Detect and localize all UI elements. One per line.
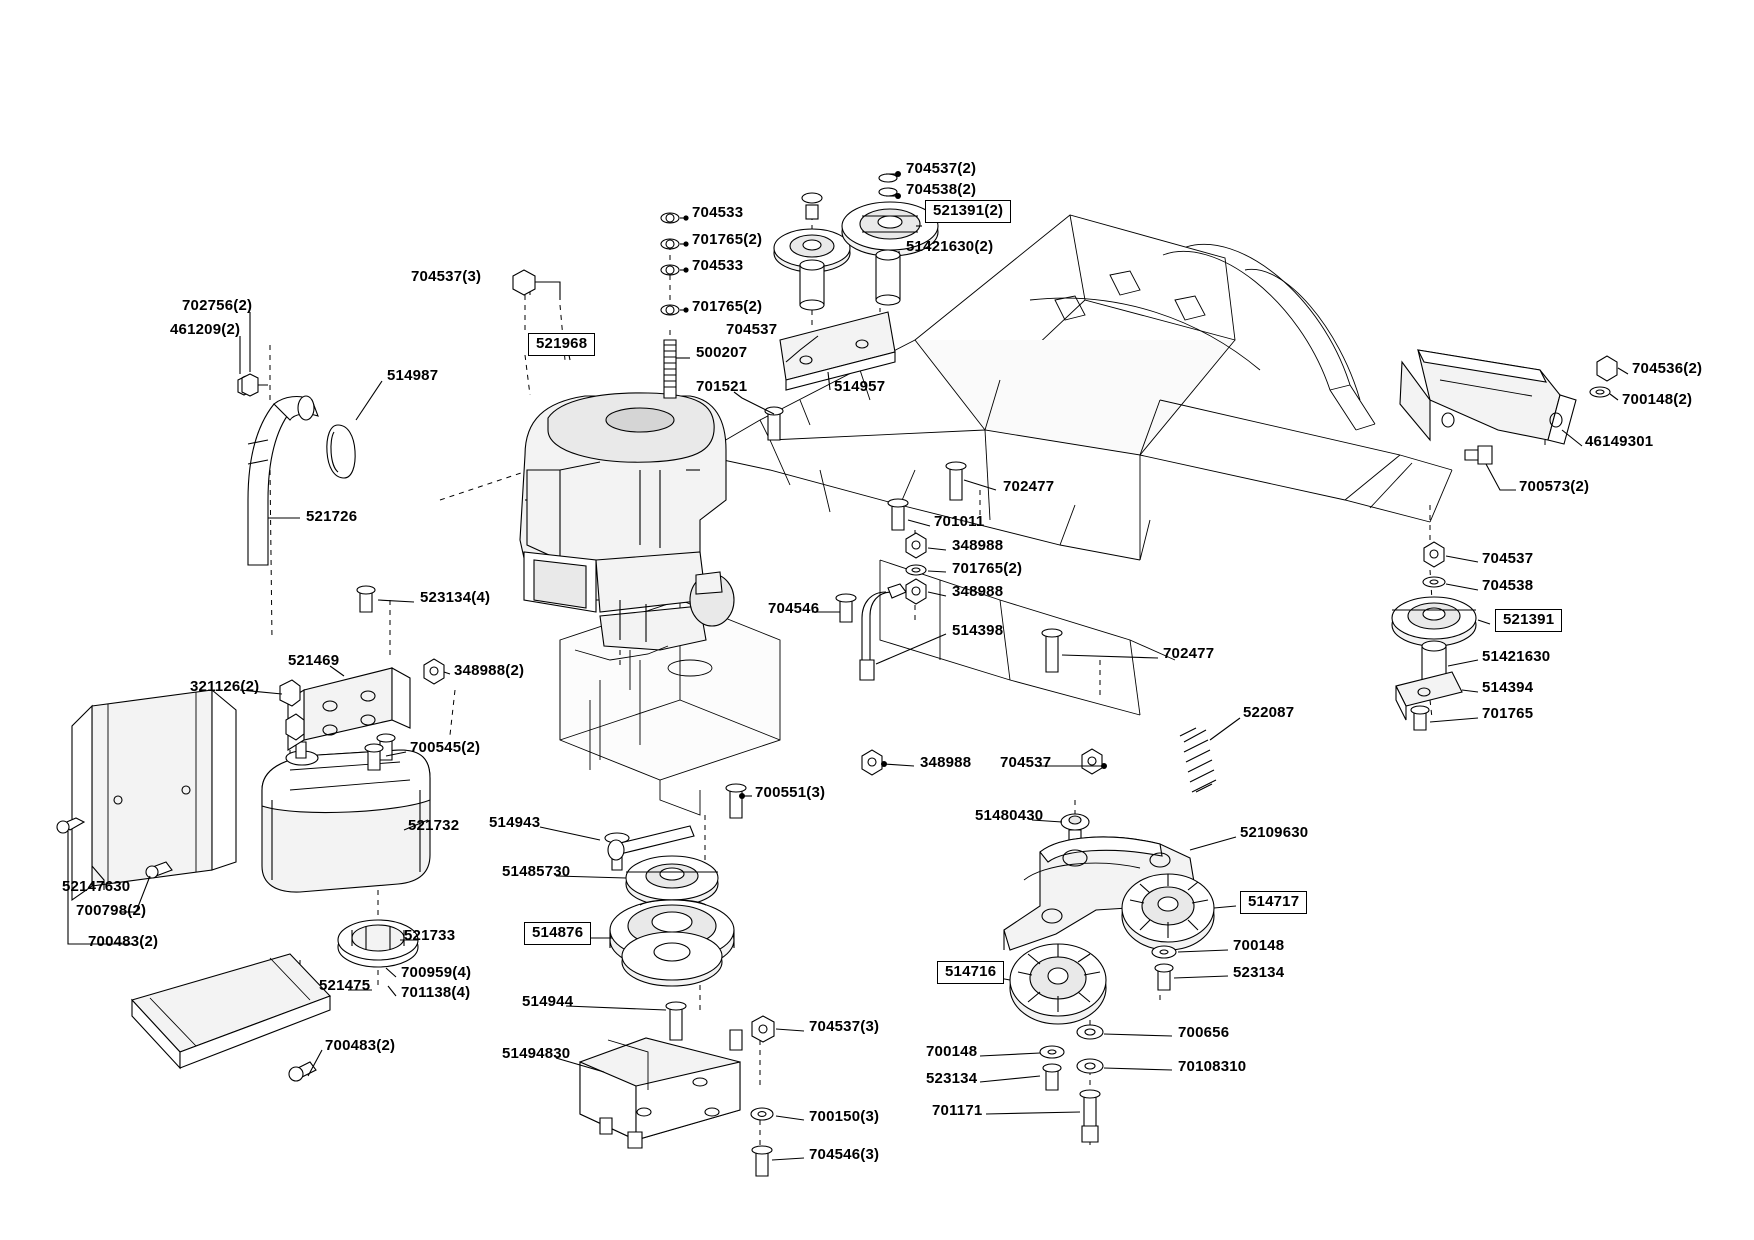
label-700545-2: 700545(2) bbox=[410, 739, 481, 756]
label-704538-2: 704538(2) bbox=[906, 181, 977, 198]
spring-522087 bbox=[1180, 728, 1216, 792]
label-701011: 701011 bbox=[934, 513, 985, 530]
label-514944: 514944 bbox=[522, 993, 574, 1010]
label-461209-2: 461209(2) bbox=[170, 321, 241, 338]
label-521469: 521469 bbox=[288, 652, 340, 669]
label-704546-3: 704546(3) bbox=[809, 1146, 880, 1163]
label-52147630: 52147630 bbox=[62, 878, 131, 895]
label-51485730: 51485730 bbox=[502, 863, 571, 880]
label-523134-lower: 523134 bbox=[926, 1070, 978, 1087]
label-514957: 514957 bbox=[834, 378, 886, 395]
label-700551-3: 700551(3) bbox=[755, 784, 826, 801]
label-704546: 704546 bbox=[768, 600, 820, 617]
pulley-521391-single bbox=[1392, 542, 1476, 730]
heat-shield-52147630 bbox=[57, 690, 236, 900]
label-702756-2: 702756(2) bbox=[182, 297, 253, 314]
label-521391-2: 521391(2) bbox=[925, 200, 1011, 223]
label-514717: 514717 bbox=[1240, 891, 1307, 914]
label-704537-3-lower: 704537(3) bbox=[809, 1018, 880, 1035]
label-704536-2: 704536(2) bbox=[1632, 360, 1703, 377]
label-51421630-2: 51421630(2) bbox=[906, 238, 994, 255]
label-348988-upper: 348988 bbox=[952, 537, 1004, 554]
label-46149301: 46149301 bbox=[1585, 433, 1654, 450]
label-521732: 521732 bbox=[408, 817, 460, 834]
label-700656: 700656 bbox=[1178, 1024, 1230, 1041]
muffler-521732 bbox=[262, 742, 430, 892]
label-701171: 701171 bbox=[932, 1102, 983, 1119]
clutch-514876 bbox=[605, 826, 734, 986]
exhaust-pipe-521726 bbox=[248, 396, 318, 565]
label-514394: 514394 bbox=[1482, 679, 1534, 696]
label-700483-2-upper: 700483(2) bbox=[88, 933, 159, 950]
label-500207: 500207 bbox=[696, 344, 748, 361]
assembly-guides bbox=[270, 215, 1545, 1160]
label-514716: 514716 bbox=[937, 961, 1004, 984]
label-522087: 522087 bbox=[1243, 704, 1295, 721]
label-700148-right: 700148 bbox=[1233, 937, 1285, 954]
label-704533-second: 704533 bbox=[692, 257, 744, 274]
label-348988-2: 348988(2) bbox=[454, 662, 525, 679]
label-700959-4: 700959(4) bbox=[401, 964, 472, 981]
label-704537-mid: 704537 bbox=[1000, 754, 1052, 771]
label-51421630: 51421630 bbox=[1482, 648, 1551, 665]
label-521475: 521475 bbox=[319, 977, 371, 994]
label-701138-4: 701138(4) bbox=[401, 984, 471, 1001]
label-704537: 704537 bbox=[726, 321, 778, 338]
label-514876: 514876 bbox=[524, 922, 591, 945]
label-700483-2-lower: 700483(2) bbox=[325, 1037, 396, 1054]
idler-arm-52109630 bbox=[1004, 728, 1216, 1142]
label-348988-lower: 348988 bbox=[952, 583, 1004, 600]
label-700573-2: 700573(2) bbox=[1519, 478, 1590, 495]
label-701765-2-top: 701765(2) bbox=[692, 231, 763, 248]
label-700148-2: 700148(2) bbox=[1622, 391, 1693, 408]
label-701765-2-mid: 701765(2) bbox=[952, 560, 1023, 577]
label-700150-3: 700150(3) bbox=[809, 1108, 880, 1125]
label-523134-4: 523134(4) bbox=[420, 589, 491, 606]
label-523134-right: 523134 bbox=[1233, 964, 1285, 981]
label-321126-2: 321126(2) bbox=[190, 678, 260, 695]
guard-521475 bbox=[132, 954, 330, 1081]
label-521733: 521733 bbox=[404, 927, 456, 944]
label-704537-3-left: 704537(3) bbox=[411, 268, 482, 285]
label-521968: 521968 bbox=[528, 333, 595, 356]
label-702477-upper: 702477 bbox=[1003, 478, 1055, 495]
label-701521: 701521 bbox=[696, 378, 748, 395]
label-521391: 521391 bbox=[1495, 609, 1562, 632]
label-514943: 514943 bbox=[489, 814, 541, 831]
label-701765-2-second: 701765(2) bbox=[692, 298, 763, 315]
rod-514398 bbox=[836, 462, 1102, 775]
label-704533-top: 704533 bbox=[692, 204, 744, 221]
label-348988-mid: 348988 bbox=[920, 754, 972, 771]
fasteners-702756 bbox=[238, 374, 268, 396]
label-700798-2: 700798(2) bbox=[76, 902, 147, 919]
label-701765-right: 701765 bbox=[1482, 705, 1534, 722]
label-704537-right: 704537 bbox=[1482, 550, 1534, 567]
label-51494830: 51494830 bbox=[502, 1045, 571, 1062]
label-70108310: 70108310 bbox=[1178, 1058, 1247, 1075]
label-52109630: 52109630 bbox=[1240, 824, 1309, 841]
label-521726: 521726 bbox=[306, 508, 358, 525]
label-700148-lower: 700148 bbox=[926, 1043, 978, 1060]
label-704538-right: 704538 bbox=[1482, 577, 1534, 594]
label-704537-2: 704537(2) bbox=[906, 160, 977, 177]
clamp-514987 bbox=[327, 425, 355, 478]
label-702477-lower: 702477 bbox=[1163, 645, 1215, 662]
label-514987: 514987 bbox=[387, 367, 439, 384]
label-514398: 514398 bbox=[952, 622, 1004, 639]
label-51480430: 51480430 bbox=[975, 807, 1044, 824]
